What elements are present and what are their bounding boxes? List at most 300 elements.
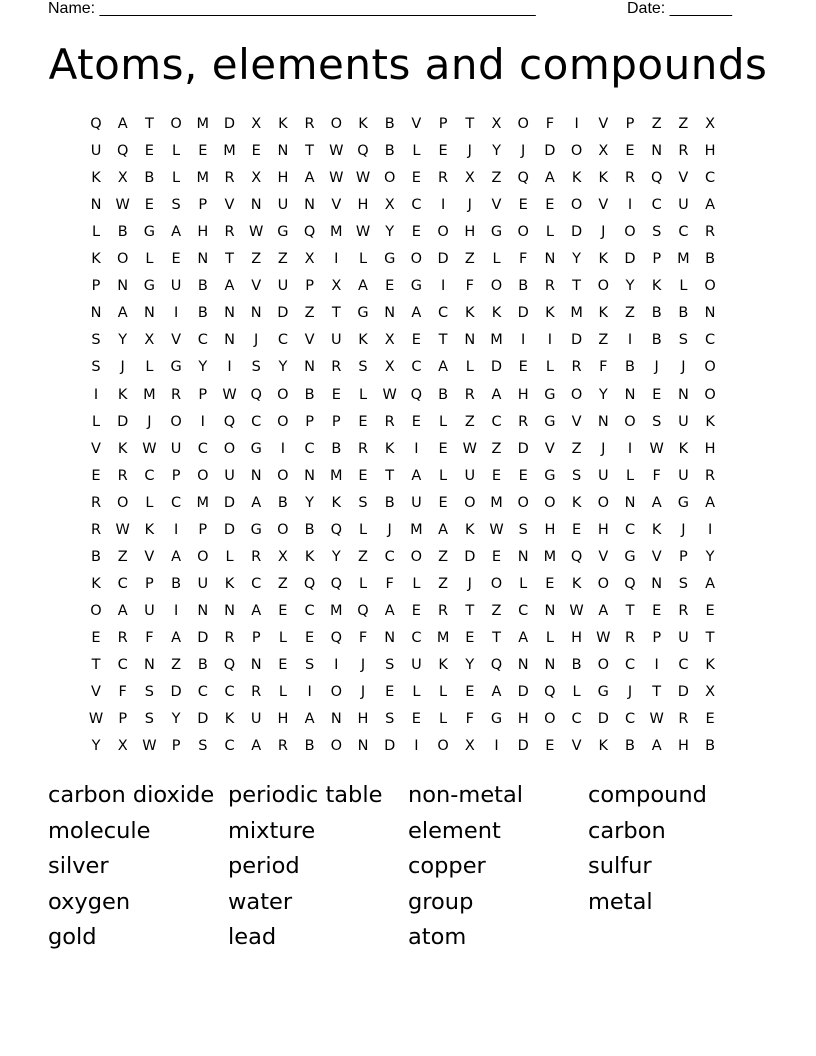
grid-letter: R	[331, 359, 342, 376]
grid-letter: W	[329, 170, 344, 187]
word-bank-item: carbon	[588, 817, 666, 844]
grid-letter: P	[625, 116, 635, 132]
grid-letter: L	[412, 575, 421, 592]
grid-letter: Z	[251, 251, 262, 268]
grid-letter: I	[334, 657, 339, 673]
grid-letter: J	[254, 332, 259, 349]
grid-letter: Z	[358, 548, 368, 565]
grid-letter: W	[649, 440, 664, 457]
grid-letter: S	[652, 413, 662, 430]
grid-letter: K	[598, 251, 609, 268]
grid-letter: Z	[277, 575, 288, 592]
grid-letter: C	[518, 602, 529, 619]
grid-letter: I	[707, 521, 713, 538]
grid-letter: P	[438, 116, 448, 132]
grid-letter: J	[601, 440, 606, 457]
grid-letter: H	[357, 711, 369, 728]
grid-letter: R	[224, 224, 235, 241]
grid-letter: U	[197, 575, 209, 592]
word-bank-item: lead	[228, 924, 277, 951]
grid-letter: C	[624, 711, 636, 728]
grid-letter: P	[652, 251, 662, 268]
grid-letter: M	[570, 305, 583, 322]
grid-letter: T	[465, 602, 475, 619]
word-bank-item: oxygen	[48, 888, 131, 915]
grid-letter: G	[544, 467, 556, 484]
grid-letter: D	[223, 494, 236, 511]
grid-letter: Y	[385, 224, 395, 241]
grid-letter: P	[198, 521, 208, 538]
grid-letter: Y	[598, 386, 608, 403]
grid-letter: X	[384, 359, 395, 376]
grid-letter: C	[411, 359, 422, 376]
grid-letter: B	[197, 278, 208, 295]
grid-letter: U	[678, 629, 689, 646]
grid-letter: O	[116, 494, 129, 511]
grid-letter: A	[438, 521, 449, 538]
grid-letter: R	[624, 629, 636, 646]
grid-letter: L	[91, 224, 101, 241]
grid-letter: A	[304, 711, 315, 728]
grid-letter: V	[598, 197, 609, 214]
grid-letter: B	[91, 548, 101, 565]
grid-letter: A	[705, 575, 716, 592]
grid-letter: J	[467, 197, 472, 214]
grid-letter: G	[544, 413, 556, 430]
grid-letter: L	[465, 359, 474, 376]
grid-letter: A	[411, 467, 422, 484]
grid-letter: A	[304, 170, 315, 187]
grid-letter: A	[251, 494, 262, 511]
grid-letter: T	[625, 602, 635, 619]
grid-letter: M	[196, 116, 210, 132]
grid-letter: Q	[357, 602, 369, 619]
grid-letter: K	[678, 440, 689, 457]
grid-letter: W	[88, 711, 104, 728]
grid-letter: N	[304, 197, 316, 214]
grid-letter: G	[357, 305, 369, 322]
grid-letter: N	[464, 332, 476, 349]
grid-letter: A	[651, 494, 662, 511]
grid-letter: J	[360, 657, 366, 673]
grid-letter: Q	[303, 575, 316, 592]
grid-letter: S	[91, 359, 101, 376]
grid-letter: C	[277, 332, 288, 349]
grid-letter: R	[251, 684, 262, 701]
grid-letter: B	[197, 305, 208, 322]
grid-letter: B	[678, 305, 689, 322]
grid-letter: B	[384, 494, 395, 511]
grid-letter: Y	[278, 359, 288, 376]
grid-letter: L	[278, 684, 287, 701]
grid-letter: P	[118, 711, 128, 728]
grid-letter: E	[91, 629, 101, 646]
grid-letter: K	[465, 305, 475, 322]
grid-letter: U	[170, 278, 182, 295]
grid-letter: I	[414, 738, 419, 755]
grid-letter: A	[651, 738, 662, 755]
grid-letter: E	[705, 711, 715, 728]
grid-letter: O	[624, 224, 636, 241]
grid-letter: X	[251, 116, 262, 132]
grid-letter: A	[518, 629, 529, 646]
grid-letter: B	[384, 116, 395, 132]
grid-letter: S	[198, 738, 208, 755]
grid-letter: F	[652, 467, 661, 484]
grid-letter: D	[571, 224, 583, 241]
grid-letter: C	[197, 332, 208, 349]
grid-letter: Q	[330, 629, 342, 646]
grid-letter: Q	[330, 575, 342, 592]
grid-letter: K	[91, 251, 101, 268]
grid-letter: E	[278, 602, 288, 619]
grid-letter: O	[704, 278, 716, 295]
grid-letter: K	[331, 494, 342, 511]
grid-letter: E	[331, 386, 341, 403]
grid-letter: E	[144, 197, 154, 214]
grid-letter: I	[173, 521, 179, 538]
grid-letter: O	[197, 548, 209, 565]
grid-letter: R	[705, 224, 716, 241]
grid-letter: Z	[277, 251, 288, 268]
grid-letter: S	[251, 359, 261, 376]
grid-letter: K	[571, 170, 582, 187]
grid-letter: L	[439, 684, 448, 701]
grid-letter: K	[117, 386, 128, 403]
grid-letter: L	[545, 224, 554, 241]
grid-letter: E	[625, 143, 635, 160]
grid-letter: H	[517, 711, 529, 728]
grid-letter: B	[331, 440, 342, 457]
grid-letter: V	[571, 413, 582, 430]
word-bank-item: carbon dioxide	[48, 782, 215, 808]
grid-letter: I	[654, 657, 659, 673]
grid-letter: Z	[464, 251, 475, 268]
grid-letter: R	[357, 440, 369, 457]
grid-letter: R	[90, 494, 102, 511]
grid-letter: V	[304, 332, 315, 349]
grid-letter: O	[464, 494, 476, 511]
grid-letter: A	[544, 170, 555, 187]
grid-letter: G	[624, 548, 636, 565]
grid-letter: V	[678, 170, 689, 187]
grid-letter: Q	[517, 170, 529, 187]
grid-letter: N	[624, 494, 636, 511]
grid-letter: A	[491, 684, 502, 701]
grid-letter: R	[438, 602, 449, 619]
grid-letter: A	[117, 116, 128, 132]
grid-letter: E	[491, 548, 502, 565]
grid-letter: M	[436, 629, 450, 646]
grid-letter: S	[171, 197, 181, 214]
grid-letter: B	[625, 738, 635, 755]
grid-letter: S	[652, 224, 662, 241]
grid-letter: Q	[223, 657, 236, 673]
grid-letter: I	[494, 738, 499, 755]
grid-letter: G	[250, 521, 262, 538]
grid-letter: P	[145, 575, 154, 592]
grid-letter: K	[491, 305, 502, 322]
grid-letter: R	[678, 711, 689, 728]
grid-letter: N	[250, 467, 262, 484]
grid-letter: W	[142, 738, 157, 755]
grid-letter: Y	[198, 359, 208, 376]
grid-letter: E	[144, 143, 154, 160]
grid-letter: S	[358, 494, 368, 511]
grid-letter: O	[437, 738, 449, 755]
grid-letter: N	[224, 602, 235, 619]
grid-letter: V	[598, 548, 609, 565]
grid-letter: L	[278, 629, 287, 646]
grid-letter: U	[250, 711, 262, 728]
grid-letter: B	[518, 278, 529, 295]
grid-letter: D	[384, 738, 396, 755]
grid-letter: E	[411, 170, 421, 187]
grid-letter: D	[624, 251, 636, 268]
grid-letter: L	[439, 711, 448, 728]
grid-letter: E	[411, 602, 421, 619]
grid-letter: O	[223, 440, 236, 457]
grid-letter: E	[411, 224, 421, 241]
grid-letter: M	[490, 494, 503, 511]
grid-letter: F	[465, 278, 474, 295]
grid-letter: O	[517, 494, 529, 511]
grid-letter: W	[329, 143, 344, 160]
grid-letter: O	[490, 278, 503, 295]
grid-letter: Y	[171, 711, 181, 728]
grid-letter: L	[679, 278, 688, 295]
grid-letter: A	[705, 494, 716, 511]
grid-letter: Y	[625, 278, 635, 295]
grid-letter: O	[330, 116, 342, 132]
grid-letter: I	[414, 440, 419, 457]
grid-letter: G	[277, 224, 289, 241]
grid-letter: W	[115, 521, 130, 538]
grid-letter: Q	[490, 657, 503, 673]
grid-letter: M	[330, 467, 343, 484]
grid-letter: W	[596, 629, 611, 646]
grid-letter: K	[651, 278, 662, 295]
grid-letter: P	[652, 629, 662, 646]
grid-letter: R	[171, 386, 182, 403]
grid-letter: A	[171, 548, 182, 565]
grid-letter: A	[411, 305, 422, 322]
grid-letter: N	[197, 251, 209, 268]
grid-letter: E	[465, 629, 475, 646]
grid-letter: B	[625, 359, 635, 376]
grid-letter: B	[304, 386, 315, 403]
grid-letter: E	[91, 467, 101, 484]
grid-letter: E	[358, 467, 368, 484]
grid-letter: U	[90, 143, 102, 160]
grid-letter: X	[304, 251, 315, 268]
grid-letter: K	[91, 170, 101, 187]
grid-letter: P	[171, 738, 181, 755]
grid-letter: B	[171, 575, 182, 592]
grid-letter: N	[197, 602, 209, 619]
grid-letter: O	[277, 467, 289, 484]
grid-letter: D	[544, 143, 556, 160]
grid-letter: L	[145, 359, 154, 376]
grid-letter: R	[117, 629, 128, 646]
grid-letter: L	[358, 386, 368, 403]
grid-letter: H	[277, 711, 289, 728]
grid-letter: A	[251, 738, 262, 755]
grid-letter: C	[144, 467, 155, 484]
grid-letter: G	[170, 359, 182, 376]
grid-letter: R	[251, 548, 262, 565]
grid-letter: X	[705, 684, 716, 701]
grid-letter: B	[571, 657, 582, 673]
grid-letter: O	[517, 116, 529, 132]
grid-letter: R	[544, 278, 555, 295]
grid-letter: N	[544, 657, 556, 673]
grid-letter: H	[517, 386, 529, 403]
grid-letter: O	[197, 467, 209, 484]
grid-letter: M	[196, 170, 210, 187]
grid-letter: C	[624, 657, 636, 673]
word-bank-item: element	[408, 817, 501, 844]
grid-letter: R	[678, 602, 689, 619]
grid-letter: R	[90, 521, 102, 538]
grid-letter: V	[411, 116, 422, 132]
grid-letter: O	[383, 170, 396, 187]
grid-letter: O	[624, 413, 636, 430]
word-bank-item: gold	[48, 924, 97, 951]
grid-letter: K	[304, 548, 315, 565]
grid-letter: Q	[250, 386, 262, 403]
grid-letter: E	[305, 629, 315, 646]
grid-letter: O	[597, 657, 609, 673]
grid-letter: N	[624, 386, 636, 403]
grid-letter: M	[223, 143, 236, 160]
grid-letter: O	[570, 197, 583, 214]
grid-letter: V	[171, 332, 182, 349]
grid-letter: N	[517, 548, 529, 565]
word-bank-item: molecule	[48, 817, 151, 844]
grid-letter: Z	[438, 575, 449, 592]
grid-letter: J	[627, 684, 633, 701]
grid-letter: N	[544, 602, 556, 619]
grid-letter: P	[305, 413, 314, 430]
grid-letter: Q	[90, 116, 102, 132]
grid-letter: L	[145, 494, 154, 511]
grid-letter: A	[705, 197, 716, 214]
grid-letter: S	[678, 332, 688, 349]
grid-letter: N	[90, 305, 102, 322]
grid-letter: T	[438, 332, 448, 349]
grid-letter: P	[91, 278, 101, 295]
grid-letter: K	[598, 738, 609, 755]
grid-letter: J	[654, 359, 659, 376]
grid-letter: G	[490, 224, 503, 241]
grid-letter: T	[572, 278, 582, 295]
grid-letter: F	[545, 116, 555, 132]
grid-letter: Z	[464, 413, 475, 430]
grid-letter: E	[465, 684, 475, 701]
grid-letter: N	[597, 413, 609, 430]
grid-letter: K	[571, 575, 582, 592]
grid-letter: K	[571, 494, 582, 511]
worksheet-title: Atoms, elements and compounds	[48, 40, 768, 89]
grid-letter: U	[170, 440, 182, 457]
grid-letter: B	[144, 170, 155, 187]
grid-letter: D	[490, 359, 503, 376]
grid-letter: C	[384, 548, 395, 565]
grid-letter: D	[277, 305, 289, 322]
grid-letter: O	[90, 602, 102, 619]
grid-letter: J	[467, 143, 472, 160]
grid-letter: Z	[438, 548, 449, 565]
grid-letter: C	[491, 413, 502, 430]
grid-letter: K	[358, 332, 368, 349]
grid-letter: O	[544, 711, 556, 728]
grid-letter: K	[598, 170, 609, 187]
grid-letter: B	[117, 224, 128, 241]
grid-letter: O	[597, 494, 609, 511]
grid-letter: R	[224, 629, 235, 646]
grid-letter: L	[91, 413, 101, 430]
grid-letter: W	[462, 440, 477, 457]
grid-letter: S	[144, 711, 154, 728]
grid-letter: X	[384, 197, 395, 214]
grid-letter: L	[358, 575, 368, 592]
grid-letter: L	[492, 251, 501, 268]
grid-letter: L	[358, 251, 368, 268]
grid-letter: J	[360, 684, 366, 701]
grid-letter: P	[198, 386, 208, 403]
grid-letter: D	[197, 629, 209, 646]
grid-letter: I	[334, 251, 339, 268]
grid-letter: O	[277, 521, 289, 538]
grid-letter: H	[704, 440, 716, 457]
grid-letter: I	[627, 440, 633, 457]
grid-letter: R	[224, 170, 235, 187]
grid-letter: Z	[651, 116, 662, 132]
grid-letter: E	[652, 386, 662, 403]
grid-letter: B	[651, 305, 662, 322]
grid-letter: K	[91, 575, 101, 592]
grid-letter: Y	[331, 548, 341, 565]
grid-letter: S	[91, 332, 101, 349]
grid-letter: W	[489, 521, 504, 538]
grid-letter: M	[330, 224, 343, 241]
grid-letter: U	[678, 197, 689, 214]
grid-letter: X	[598, 143, 609, 160]
grid-letter: W	[382, 386, 397, 403]
grid-letter: J	[387, 521, 392, 538]
grid-letter: J	[681, 521, 686, 538]
grid-letter: C	[251, 413, 262, 430]
grid-letter: Q	[570, 548, 583, 565]
grid-letter: I	[521, 332, 526, 349]
grid-letter: Y	[492, 143, 501, 160]
grid-letter: H	[277, 170, 289, 187]
grid-letter: X	[251, 170, 262, 187]
grid-letter: T	[385, 467, 395, 484]
grid-letter: I	[200, 413, 205, 430]
grid-letter: S	[385, 657, 395, 673]
grid-letter: C	[678, 224, 689, 241]
grid-letter: E	[411, 711, 421, 728]
grid-letter: U	[330, 332, 342, 349]
grid-letter: Y	[572, 251, 582, 268]
grid-letter: Q	[116, 143, 129, 160]
grid-letter: Z	[491, 170, 502, 187]
grid-letter: V	[571, 738, 582, 755]
grid-letter: G	[490, 711, 503, 728]
grid-letter: L	[172, 170, 181, 187]
